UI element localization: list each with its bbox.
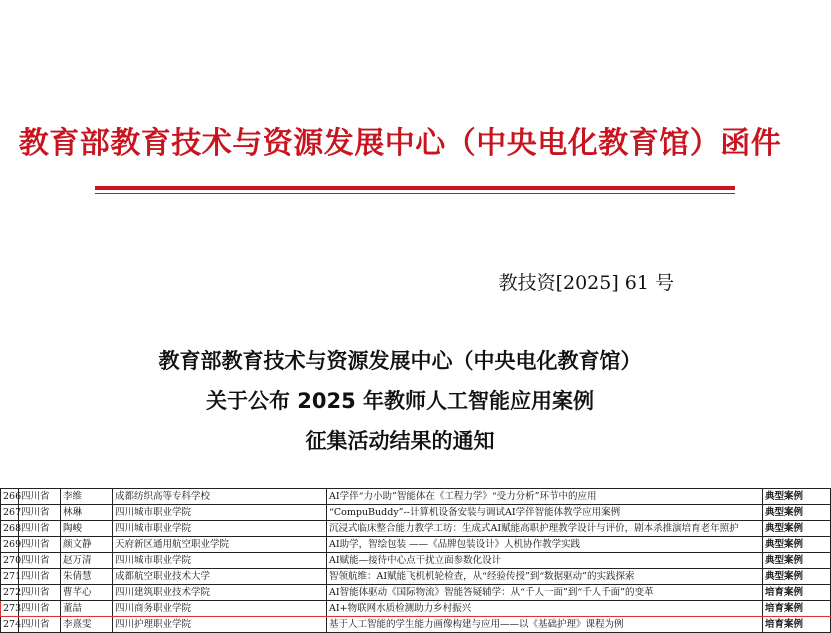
row-teacher-name: 颜文静 — [61, 537, 113, 553]
row-province: 四川省 — [19, 569, 61, 585]
table-row — [1, 505, 831, 521]
row-province: 四川省 — [19, 537, 61, 553]
row-case-title: AI+物联网水质检测助力乡村振兴 — [327, 601, 763, 617]
title-line-2: 关于公布 2025 年教师人工智能应用案例 — [205, 389, 595, 413]
row-school: 四川建筑职业技术学院 — [113, 585, 327, 601]
row-case-type: 典型案例 — [763, 505, 831, 521]
row-school: 四川城市职业学院 — [113, 553, 327, 569]
letterhead-rule-thin — [95, 193, 735, 194]
row-school: 四川城市职业学院 — [113, 505, 327, 521]
document-number: 教技资[2025] 61 号 — [498, 272, 674, 294]
row-case-type: 培育案例 — [763, 617, 831, 633]
row-number: 267 — [1, 505, 19, 521]
letterhead-title: 教育部教育技术与资源发展中心（中央电化教育馆）函件 — [18, 126, 782, 161]
row-case-type: 典型案例 — [763, 553, 831, 569]
table-row — [1, 617, 831, 633]
table-row — [1, 537, 831, 553]
results-table-container — [0, 488, 804, 630]
row-number: 272 — [1, 585, 19, 601]
row-case-type: 培育案例 — [763, 585, 831, 601]
row-case-title: AI助学，智绘包装 ——《品牌包装设计》人机协作教学实践 — [327, 537, 763, 553]
row-province: 四川省 — [19, 601, 61, 617]
table-row — [1, 489, 831, 505]
results-table — [0, 488, 831, 633]
row-teacher-name: 朱倩慧 — [61, 569, 113, 585]
row-number: 273 — [1, 601, 19, 617]
row-number: 271 — [1, 569, 19, 585]
row-province: 四川省 — [19, 617, 61, 633]
row-teacher-name: 李熹雯 — [61, 617, 113, 633]
row-school: 天府新区通用航空职业学院 — [113, 537, 327, 553]
row-teacher-name: 赵万清 — [61, 553, 113, 569]
row-case-type: 培育案例 — [763, 601, 831, 617]
row-case-type: 典型案例 — [763, 569, 831, 585]
row-number: 270 — [1, 553, 19, 569]
row-school: 成都航空职业技术大学 — [113, 569, 327, 585]
row-case-title: AI学伴“力小助”智能体在《工程力学》“受力分析”环节中的应用 — [327, 489, 763, 505]
row-province: 四川省 — [19, 521, 61, 537]
row-number: 266 — [1, 489, 19, 505]
row-number: 268 — [1, 521, 19, 537]
row-case-type: 典型案例 — [763, 521, 831, 537]
row-teacher-name: 曹芊心 — [61, 585, 113, 601]
row-case-title: 基于人工智能的学生能力画像构建与应用——以《基础护理》课程为例 — [327, 617, 763, 633]
row-school: 四川商务职业学院 — [113, 601, 327, 617]
row-teacher-name: 陶峻 — [61, 521, 113, 537]
row-case-type: 典型案例 — [763, 489, 831, 505]
row-case-title: AI智能体驱动《国际物流》智能答疑辅学：从“千人一面”到“千人千面”的变革 — [327, 585, 763, 601]
table-row — [1, 601, 831, 617]
row-case-title: 沉浸式临床整合能力教学工坊：生成式AI赋能高职护理教学设计与评价，剧本杀推演培育老年照护 — [327, 521, 763, 537]
row-school: 四川护理职业学院 — [113, 617, 327, 633]
row-number: 274 — [1, 617, 19, 633]
table-row — [1, 553, 831, 569]
row-case-type: 典型案例 — [763, 537, 831, 553]
table-row — [1, 585, 831, 601]
title-line-1: 教育部教育技术与资源发展中心（中央电化教育馆） — [158, 349, 642, 373]
row-province: 四川省 — [19, 505, 61, 521]
row-case-title: “CompuBuddy”--计算机设备安装与调试AI学伴智能体教学应用案例 — [327, 505, 763, 521]
letterhead-rule-thick — [95, 186, 735, 190]
row-number: 269 — [1, 537, 19, 553]
row-school: 四川城市职业学院 — [113, 521, 327, 537]
row-teacher-name: 董喆 — [61, 601, 113, 617]
row-case-title: AI赋能—接待中心点干扰立面参数化设计 — [327, 553, 763, 569]
row-province: 四川省 — [19, 553, 61, 569]
notice-title — [0, 341, 800, 461]
table-row — [1, 521, 831, 537]
row-school: 成都纺织高等专科学校 — [113, 489, 327, 505]
row-teacher-name: 林琳 — [61, 505, 113, 521]
title-line-3: 征集活动结果的通知 — [305, 429, 495, 453]
row-province: 四川省 — [19, 585, 61, 601]
row-teacher-name: 李维 — [61, 489, 113, 505]
row-province: 四川省 — [19, 489, 61, 505]
row-case-title: 智领航维：AI赋能飞机机轮检查，从“经验传授”到“数据驱动”的实践探索 — [327, 569, 763, 585]
table-row — [1, 569, 831, 585]
